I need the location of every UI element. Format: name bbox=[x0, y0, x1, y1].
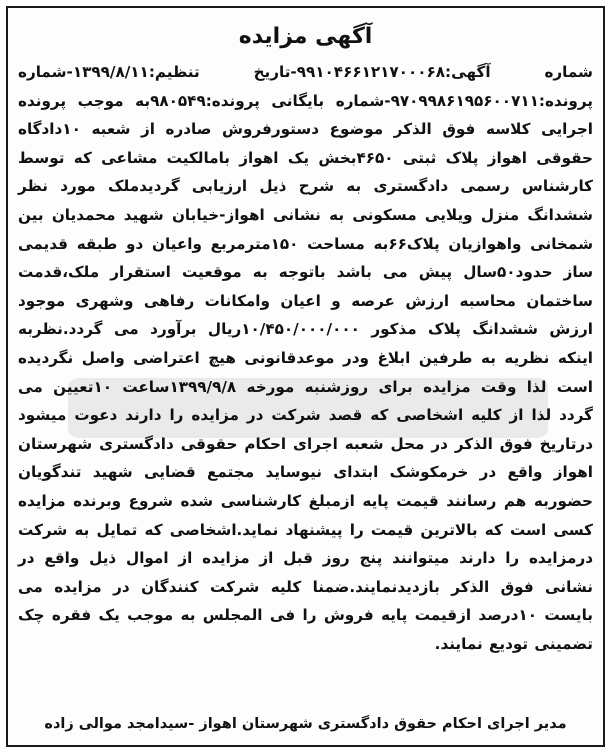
notice-body: شماره آگهی:۹۹۱۰۴۶۶۱۲۱۷۰۰۰۶۸-تاریخ تنظیم:۱۳۹۹/۸/۱۱-شماره پرونده:۹۷۰۹۹۸۶۱۹۵۶۰۰۷۱۱-شماره بایگانی پرونده:۹۸۰۵۴۹به موجب پرونده اجرایی کلاسه فوق الذکر موضوع دستورفروش صادره از شعبه ۱۰دادگاه حقوقی اهواز پلاک ثبتی ۴۶۵۰بخش یک اهواز بامالکیت مشاعی که توسط کارشناس رسمی دادگستری به شرح ذیل ارزیابی گردیدملک مورد نظر ششدانگ منزل ویلایی مسکونی به نشانی اهواز-خیابان شهید محمدیان بین شمخانی واهوازیان پلاک۶۶به مساحت ۱۵۰مترمربع واعیان دو طبقه قدیمی ساز حدود۵۰سال پیش می باشد باتوجه به موقعیت استقرار ملک،قدمت ساختمان محاسبه ارزش عرصه و اعیان وامکانات رفاهی وشهری موجود ارزش ششدانگ پلاک مذکور ۱۰/۴۵۰/۰۰۰/۰۰۰ریال برآورد می گردد.نظربه اینکه نظریه به طرفین ابلاغ ودر موعدقانونی هیچ اعتراضی واصل نگردیده است لذا وقت مزایده برای روزشنبه مورخه ۱۳۹۹/۹/۸ساعت ۱۰تعیین می گردد لذا از کلیه اشخاصی که قصد شرکت در مزایده را دارند دعوت میشود درتاریخ فوق الذکر در محل شعبه اجرای احکام حقوقی دادگستری شهرستان اهواز واقع در خرمکوشک ابتدای نیوساید مجتمع قضایی شهید تندگویان حضوربه هم رسانند قیمت پایه ازمبلغ کارشناسی شده شروع وبرنده مزایده کسی است که بالاترین قیمت را پیشنهاد نماید.اشخاصی که تمایل به شرکت درمزایده را دارند میتوانند پنج روز قبل از مزایده از اموال ذیل واقع در نشانی فوق الذکر بازدیدنمایند.ضمنا کلیه شرکت کنندگان در مزایده می بایست ۱۰درصد ازقیمت پایه فروش را فی المجلس به موجب یک فقره چک تضمینی تودیع نمایند. bbox=[18, 63, 594, 653]
notice-signature: مدیر اجرای احکام حقوق دادگستری شهرستان اهواز -سیدامجد موالی زاده bbox=[44, 716, 567, 732]
notice-frame bbox=[6, 6, 605, 747]
notice-title: آگهی مزایده bbox=[238, 24, 373, 49]
